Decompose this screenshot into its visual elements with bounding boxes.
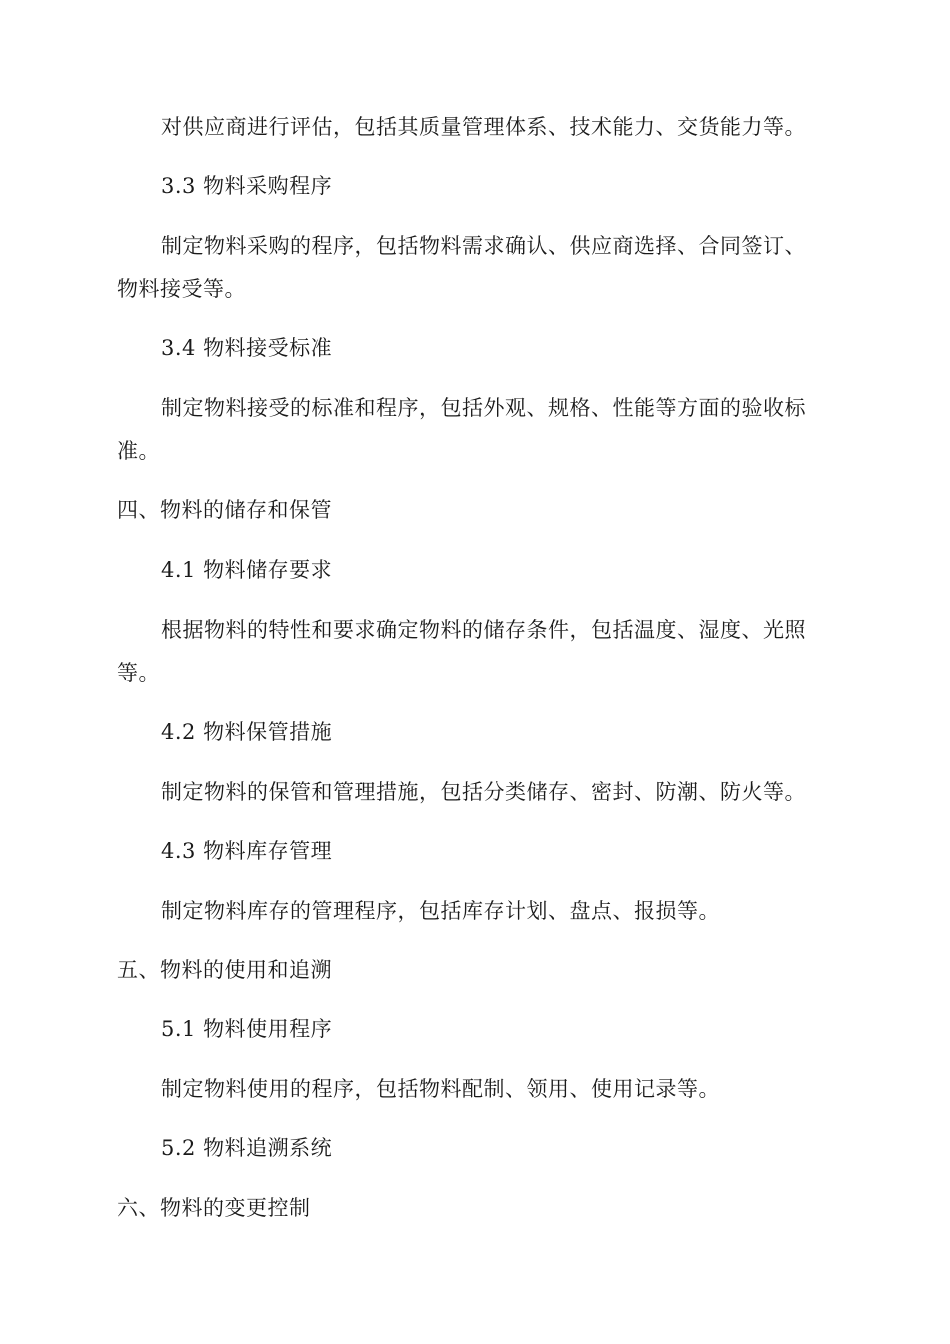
heading-4-3: 4.3 物料库存管理 (161, 839, 333, 863)
paragraph-procurement-line-1: 制定物料采购的程序，包括物料需求确认、供应商选择、合同签订、 (161, 234, 806, 258)
paragraph-storage-line-1: 根据物料的特性和要求确定物料的储存条件，包括温度、湿度、光照 (161, 618, 806, 642)
section-heading-4: 四、物料的储存和保管 (117, 498, 332, 522)
paragraph-acceptance-line-1: 制定物料接受的标准和程序，包括外观、规格、性能等方面的验收标 (161, 396, 806, 420)
section-heading-5: 五、物料的使用和追溯 (117, 958, 332, 982)
paragraph-storage-line-2: 等。 (117, 661, 160, 685)
section-heading-6: 六、物料的变更控制 (117, 1196, 311, 1220)
heading-3-3: 3.3 物料采购程序 (161, 174, 333, 198)
paragraph-custody-measures: 制定物料的保管和管理措施，包括分类储存、密封、防潮、防火等。 (161, 780, 806, 804)
heading-3-4: 3.4 物料接受标准 (161, 336, 333, 360)
paragraph-acceptance-line-2: 准。 (117, 439, 160, 463)
heading-5-2: 5.2 物料追溯系统 (161, 1136, 333, 1160)
paragraph-supplier-evaluation: 对供应商进行评估，包括其质量管理体系、技术能力、交货能力等。 (161, 115, 806, 139)
heading-4-1: 4.1 物料储存要求 (161, 558, 333, 582)
paragraph-inventory-management: 制定物料库存的管理程序，包括库存计划、盘点、报损等。 (161, 899, 720, 923)
paragraph-procurement-line-2: 物料接受等。 (117, 277, 246, 301)
heading-4-2: 4.2 物料保管措施 (161, 720, 333, 744)
paragraph-usage-procedure: 制定物料使用的程序，包括物料配制、领用、使用记录等。 (161, 1077, 720, 1101)
heading-5-1: 5.1 物料使用程序 (161, 1017, 333, 1041)
